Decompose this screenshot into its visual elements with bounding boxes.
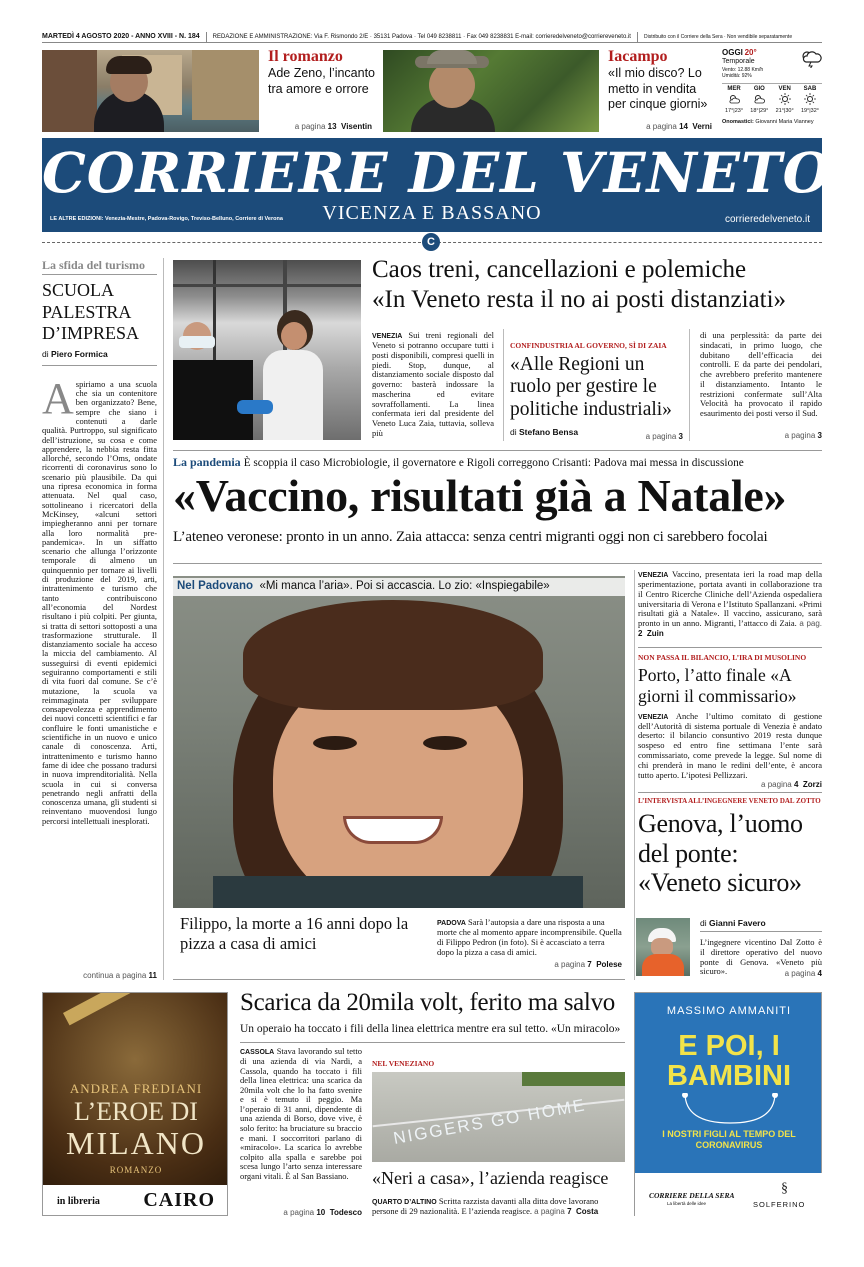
- forecast-day: GIO 18°|29°: [750, 85, 769, 114]
- ad-right-brand-left-sub: La libertà delle idee: [667, 1201, 707, 1206]
- ad-right-subtitle: I NOSTRI FIGLI AL TEMPO DEL CORONAVIRUS: [662, 1129, 796, 1151]
- ad-right-brand-right: SOLFERINO: [753, 1200, 806, 1209]
- trains-headline-2[interactable]: «In Veneto resta il no ai posti distanziati»: [372, 286, 787, 313]
- teaser-text-iacampo: «Il mio disco? Lo metto in vendita per cinque giorni»: [608, 66, 708, 112]
- neri-graffiti: NIGGERS GO HOME: [391, 1095, 588, 1148]
- vaccine-kicker-line: [173, 455, 822, 470]
- genova-kicker: L’INTERVISTA ALL’INGEGNERE VENETO DAL ZOTTO: [638, 797, 821, 806]
- masthead-edition: VICENZA E BASSANO: [322, 202, 542, 224]
- trains-body: VENEZIA Sui treni regionali del Veneto si potranno occupare tutti i posti disponibili, compresi quelli in piedi. Stop, dunque, al distanziamento sociale disposto dal governo: basterà indossare la mascherina ed evitare sovraffollamenti. La linea confermata ieri dal presidente del Veneto Luca Zaia, tuttavia, solleva più: [372, 330, 495, 438]
- genova-pageref[interactable]: a pagina 4: [784, 969, 822, 978]
- genova-headline[interactable]: Genova, l’uomo del ponte: «Veneto sicuro»: [638, 809, 803, 898]
- solferino-logo-icon: §: [781, 1181, 788, 1196]
- weather-today-label: OGGI: [722, 48, 743, 57]
- storm-icon: [800, 48, 822, 68]
- sun-icon: [779, 93, 791, 105]
- ad-left-author: ANDREA FREDIANI: [69, 1081, 203, 1096]
- scarica-headline[interactable]: Scarica da 20mila volt, ferito ma salvo: [240, 989, 615, 1016]
- neri-pageref[interactable]: a pagina 7 Costa: [534, 1207, 599, 1217]
- filippo-kicker-text: «Mi manca l’aria». Poi si accascia. Lo zio: «Inspiegabile»: [259, 580, 550, 592]
- onomastic-value: Giovanni Maria Vianney: [755, 118, 814, 125]
- filippo-photo: [173, 576, 625, 908]
- top-bar: [42, 31, 822, 43]
- filippo-pageref[interactable]: a pagina 7 Polese: [554, 960, 622, 969]
- masthead-title[interactable]: CORRIERE DEL VENETO: [42, 140, 832, 205]
- teaser-text-romanzo: Ade Zeno, l’incanto tra amore e orrore: [268, 66, 376, 96]
- scarica-subhead: Un operaio ha toccato i fili della linea elettrica mentre era sul tetto. «Un miracolo»: [240, 1023, 621, 1035]
- genova-byline-rule: [700, 931, 822, 932]
- genova-body: L’ingegnere vicentino Dal Zotto è il direttore operativo del nuovo ponte di Genova. «Veneto più sicuro».: [700, 937, 822, 977]
- neri-body: QUARTO D’ALTINO Scritta razzista davanti alla ditta dove lavorano persone di 29 nazionalità. E l’azienda reagisce. a pagina 7 Costa: [372, 1196, 599, 1217]
- editorial-headline[interactable]: SCUOLA PALESTRA D’IMPRESA: [42, 280, 140, 344]
- teaser-title-romanzo: Il romanzo: [268, 48, 343, 65]
- porto-pageref[interactable]: a pagina 4 Zorzi: [761, 780, 822, 790]
- ad-right-title: E POI, I BAMBINI: [666, 1030, 792, 1093]
- porto-headline[interactable]: Porto, l’atto finale «A giorni il commissario»: [638, 664, 797, 706]
- neri-headline[interactable]: «Neri a casa», l’azienda reagisce: [372, 1168, 609, 1188]
- porto-body: VENEZIA Anche l’ultimo comitato di gestione dell’Autorità di sistema portuale di Venezia è andato deserto: il bilancio consuntivo 2019 resta dunque sospeso ed entro fine settimana l’ente sarà commissariato, come prevede la legge. Sul nome di chi prenderà in mano le redini dell’ente, è ancora tutto aperto. L’ipotesi Pellizzari.: [638, 710, 822, 780]
- neri-kicker: NEL VENEZIANO: [372, 1059, 435, 1068]
- editorial-continue[interactable]: continua a pagina 11: [83, 971, 157, 980]
- sun-icon: [804, 93, 816, 105]
- weather-today-temp: 20°: [744, 48, 757, 57]
- porto-kicker: NON PASSA IL BILANCIO, L’IRA DI MUSOLINO: [638, 652, 807, 662]
- filippo-headline[interactable]: Filippo, la morte a 16 anni dopo la pizza a casa di amici: [180, 914, 409, 953]
- filippo-body: PADOVA Sarà l’autopsia a dare una risposta a una morte che al momento appare incomprensibile. Quella di Filippo Pedron (in foto). Si è accasciato a terra dopo la pizza a casa di amici.: [437, 917, 622, 957]
- teaser-title-iacampo: Iacampo: [608, 48, 668, 65]
- editorial-kicker: La sfida del turismo: [42, 258, 157, 275]
- confindustria-box: [503, 329, 690, 441]
- genova-photo: [636, 918, 690, 976]
- address-line: REDAZIONE E AMMINISTRAZIONE: Via F. Rismondo 2/E · 35131 Padova · Tel 049 8238811 · Fax 049 8238831 E-mail: corrieredelveneto@corriereveneto.it: [212, 33, 631, 40]
- ad-left-genre: ROMANZO: [109, 1165, 163, 1175]
- vaccine-rule: [173, 450, 822, 451]
- corriere-badge: C: [422, 233, 440, 251]
- teaser-photo-zeno: [42, 50, 259, 132]
- issue-date: MARTEDÌ 4 AGOSTO 2020 - ANNO XVIII - N. 184: [42, 33, 200, 40]
- vaccine-subhead: L’ateneo veronese: pronto in un anno. Zaia attacca: senza centri migranti oggi non ci sarebbero focolai: [173, 529, 768, 545]
- ad-left-title-1: L’EROE DI: [74, 1097, 198, 1126]
- ad-right-author: MASSIMO AMMANITI: [666, 1005, 792, 1017]
- sun-cloud-icon: [728, 93, 740, 105]
- confindustria-byline: di Stefano Bensa: [510, 427, 579, 438]
- masthead-other-editions: LE ALTRE EDIZIONI: Venezia-Mestre, Padova-Rovigo, Treviso-Belluno, Corriere di Verona: [50, 216, 283, 222]
- confindustria-kicker: CONFINDUSTRIA AL GOVERNO, SÌ DI ZAIA: [510, 341, 667, 350]
- onomastic-label: Onomastici:: [722, 118, 754, 125]
- genova-byline: di Gianni Favero: [700, 918, 766, 928]
- teaser-pageref-romanzo: a pagina 13 Visentin: [294, 122, 372, 131]
- vaccine-kicker-text: È scoppia il caso Microbiologie, il governatore e Rigoli correggono Crisanti: Padova mai messa in discussione: [243, 457, 744, 469]
- vaccine-headline[interactable]: «Vaccino, risultati già a Natale»: [173, 470, 787, 521]
- masthead: [42, 138, 832, 232]
- earphones-icon: [675, 1093, 785, 1129]
- trains-headline-1[interactable]: Caos treni, cancellazioni e polemiche: [372, 256, 747, 283]
- confindustria-pageref[interactable]: a pagina 3: [645, 432, 683, 441]
- ad-left-brand: CAIRO: [143, 1189, 215, 1211]
- ad-book-frediani[interactable]: [42, 992, 228, 1216]
- filippo-rule: [173, 979, 625, 980]
- weather-box: [722, 48, 822, 134]
- ad-book-ammaniti[interactable]: [634, 992, 822, 1216]
- editorial-dropcap: A: [42, 373, 74, 423]
- trains-body-continued: di una perplessità: da parte dei sindacati, in primo luogo, che dubitano dell’efficacia dei controlli. E da parte dei pendolari, che avrebbero preferito mantenere il distanziamento. Intanto le restrizioni confermate sull’Alta Velocità ha provocato il rapido esaurimento dei posti verso il Sud.: [700, 330, 822, 419]
- forecast-day: VEN 21°|30°: [775, 85, 794, 114]
- forecast-day: MER 17°|23°: [724, 85, 744, 114]
- neri-photo: [372, 1072, 625, 1162]
- scarica-rule: [240, 1042, 625, 1043]
- forecast-day: SAB 19°|32°: [800, 85, 820, 114]
- distribution-note: Distribuito con il Corriere della Sera · Non vendibile separatamente: [643, 33, 793, 40]
- teaser-photo-iacampo: [383, 50, 599, 132]
- confindustria-headline[interactable]: «Alle Regioni un ruolo per gestire le politiche industriali»: [510, 354, 672, 420]
- ad-left-footer: in libreria: [57, 1196, 100, 1207]
- filippo-kicker-bar: [173, 578, 625, 596]
- vaccine-rule-2: [173, 563, 822, 564]
- weather-today-cond: Temporale: [722, 58, 755, 66]
- scarica-pageref[interactable]: a pagina 10 Todesco: [283, 1208, 362, 1217]
- editorial-column: [42, 258, 164, 980]
- ad-left-title-2: MILANO: [66, 1125, 206, 1161]
- vaccine-body: VENEZIA Vaccino, presentata ieri la road map della sperimentazione, portata avanti in collaborazione tra il Centro Ricerche Cliniche dell’Azienda ospedaliera universitaria di Verona e l’Istituto Spallanzani. «Primi risultati già a Natale». Il vaccino, assicurano, sarà pronto in un anno. Migranti, l’attacco di Zaia. a pag. 2 Zuin: [638, 569, 823, 638]
- teaser-pageref-iacampo: a pagina 14 Verni: [646, 122, 712, 131]
- scarica-body: CASSOLA Stava lavorando sul tetto di una azienda di via Nardi, a Cassola, quando ha toccato i fili della linea elettrica: una scarica da 20mila volt che lo ha fatto svenire e si è temuto il peggio. Ma l’operaio di 31 anni, dipendente di una azienda di Borso, dove vive, è solo ferito: ha bruciature su braccio e mani. I soccorritori parlano di «miracolo». La scarica lo avrebbe colpito alla spalla e sarebbe poi scesa lungo l’arto senza interessare organi vitali. È al San Bassiano.: [240, 1046, 362, 1182]
- editorial-body: Aspiriamo a una scuola che sia un contenitore ben organizzato? Bene, sempre che siano i contenuti a darle qualità. Purtroppo, sul significato dell’istruzione, su cosa e come apprendere, la nebbia resta fitta allorché, secondo l’Oms, ondate ricorrenti di coronavirus sono lo scenario più plausibile. Da qui una ripresa economica in forma attenuata. Nel qual caso, sottolineano i ricercatori della McKinsey, «alcuni settori impiegheranno anni per tornare alla loro normalità pre-pandemica». In un siffatto scenario che allunga l’orizzonte temporale di almeno un quinquennio per tornare ai livelli di produzione del 2019, arti, intrattenimento e turismo che tanto contribuiscono all’economia del Nordest risultano i più colpiti. Per giunta, si tratta di settori sottoposti a una trasformazione strutturale. Il distanziamento sociale ha acceso la miccia del cambiamento. Al susseguirsi di eventi epidemici seguiranno comportamenti e stili di vita fuori dal comune. Se c’è mutazione, la scuola va reimmaginata per sviluppare consapevolezza e apprendimento dei nuovi concetti scientifici e far confluire le fonti umanistiche e scientifiche in un nuovo e unico canale di conoscenza. Arti, intrattenimento e turismo hanno fame di idee che possano tradursi in nuova imprenditorialità. Nella scuola in cui si conversa penetrando negli anfratti della conoscenza umana, gli studenti si reinventano muovendosi lungo percorsi intellettuali inesplorati.: [42, 373, 157, 826]
- masthead-website[interactable]: corrieredelveneto.it: [724, 214, 810, 225]
- trains-photo: [173, 260, 361, 440]
- sun-cloud-icon: [753, 93, 765, 105]
- filippo-kicker: Nel Padovano: [177, 580, 254, 592]
- vaccine-pageref[interactable]: a pag. 2 Zuin: [638, 619, 823, 638]
- weather-wind: Vento: 12.88 Km/h: [722, 66, 764, 73]
- editorial-byline: di Piero Formica: [42, 348, 108, 359]
- weather-humidity: Umidità: 92%: [722, 72, 752, 79]
- vaccine-kicker: La pandemia: [173, 455, 241, 469]
- trains-pageref[interactable]: a pagina 3: [784, 431, 822, 440]
- ad-right-brand-left: CORRIERE DELLA SERA: [649, 1191, 735, 1200]
